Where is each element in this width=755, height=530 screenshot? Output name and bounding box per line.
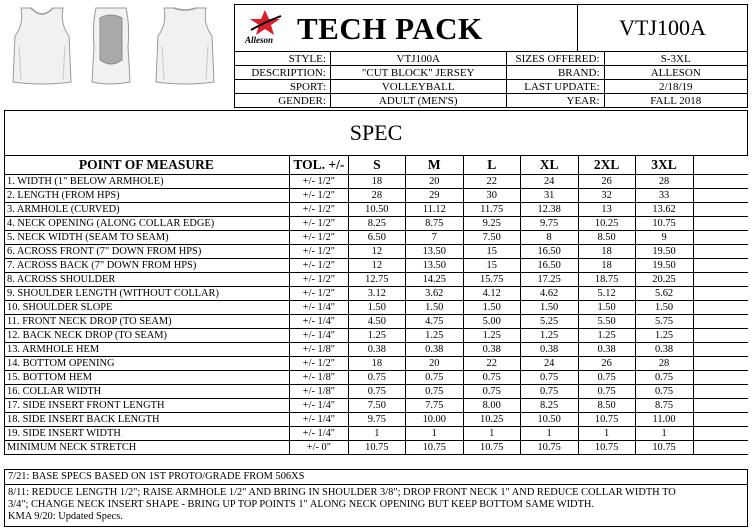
empty-cell — [693, 217, 748, 231]
size-value: 1.50 — [520, 301, 578, 315]
tolerance-cell: +/- 1/2" — [289, 203, 348, 217]
info-label: DESCRIPTION: — [235, 66, 331, 80]
size-value: 11.75 — [463, 203, 520, 217]
table-row — [5, 217, 749, 231]
tolerance-cell: +/- 1/4" — [289, 413, 348, 427]
size-value: 1 — [405, 427, 463, 441]
size-value: 13.50 — [405, 245, 463, 259]
size-value: 1.25 — [635, 329, 693, 343]
measure-name: 9. SHOULDER LENGTH (WITHOUT COLLAR) — [5, 287, 290, 301]
size-value: 8.25 — [348, 217, 405, 231]
empty-cell — [693, 156, 748, 175]
size-value: 1 — [348, 427, 405, 441]
measure-name: 13. ARMHOLE HEM — [5, 343, 290, 357]
size-value: 1.50 — [635, 301, 693, 315]
spec-header-row — [5, 156, 749, 175]
note-line: 3/4"; CHANGE NECK INSERT SHAPE - BRING UP TOP POINTS 1" ALONG NECK OPENING BUT KEEP BOTTOM SAME WIDTH. — [8, 499, 595, 510]
empty-cell — [693, 357, 748, 371]
size-value: 0.38 — [348, 343, 405, 357]
empty-cell — [693, 259, 748, 273]
size-value: 24 — [520, 175, 578, 189]
tolerance-cell: +/- 1/4" — [289, 315, 348, 329]
style-code: VTJ100A — [619, 15, 706, 40]
table-row — [5, 357, 749, 371]
info-value: ALLESON — [604, 66, 748, 80]
size-value: 1.50 — [578, 301, 635, 315]
spec-title: SPEC — [349, 120, 403, 145]
info-label: SIZES OFFERED: — [506, 52, 604, 66]
size-value: 0.75 — [348, 385, 405, 399]
table-row — [5, 287, 749, 301]
column-header: 2XL — [578, 156, 635, 175]
tolerance-cell: +/- 1/2" — [289, 217, 348, 231]
column-header: S — [348, 156, 405, 175]
size-value: 1.25 — [405, 329, 463, 343]
measure-name: 1. WIDTH (1" BELOW ARMHOLE) — [5, 175, 290, 189]
size-value: 18.75 — [578, 273, 635, 287]
table-row — [5, 245, 749, 259]
table-row — [5, 427, 749, 441]
size-value: 10.75 — [635, 217, 693, 231]
size-value: 8.75 — [635, 399, 693, 413]
empty-cell — [693, 273, 748, 287]
spec-table — [4, 155, 748, 455]
size-value: 26 — [578, 357, 635, 371]
size-value: 1 — [520, 427, 578, 441]
size-value: 0.75 — [520, 385, 578, 399]
size-value: 28 — [635, 357, 693, 371]
column-header: POINT OF MEASURE — [5, 156, 290, 175]
size-value: 13 — [578, 203, 635, 217]
size-value: 7.75 — [405, 399, 463, 413]
info-value: "CUT BLOCK" JERSEY — [330, 66, 506, 80]
size-value: 10.00 — [405, 413, 463, 427]
jersey-back-sketch — [150, 6, 220, 88]
size-value: 9.75 — [520, 217, 578, 231]
info-label: LAST UPDATE: — [506, 80, 604, 94]
empty-cell — [693, 413, 748, 427]
size-value: 10.75 — [578, 441, 635, 455]
info-row — [235, 80, 748, 94]
table-row — [5, 231, 749, 245]
measure-name: 10. SHOULDER SLOPE — [5, 301, 290, 315]
size-value: 11.00 — [635, 413, 693, 427]
size-value: 28 — [635, 175, 693, 189]
size-value: 5.12 — [578, 287, 635, 301]
size-value: 28 — [348, 189, 405, 203]
size-value: 13.62 — [635, 203, 693, 217]
size-value: 0.38 — [520, 343, 578, 357]
size-value: 1 — [578, 427, 635, 441]
info-table — [234, 51, 748, 108]
size-value: 22 — [463, 357, 520, 371]
table-row — [5, 371, 749, 385]
size-value: 1.25 — [463, 329, 520, 343]
size-value: 0.38 — [578, 343, 635, 357]
info-value: ADULT (MEN'S) — [330, 94, 506, 108]
size-value: 15 — [463, 259, 520, 273]
style-code-box — [577, 4, 748, 52]
tolerance-cell: +/- 1/2" — [289, 259, 348, 273]
note-line: 7/21: BASE SPECS BASED ON 1ST PROTO/GRADE FROM 506XS — [5, 470, 747, 485]
table-row — [5, 203, 749, 217]
table-row — [5, 301, 749, 315]
size-value: 1.50 — [348, 301, 405, 315]
size-value: 18 — [348, 175, 405, 189]
column-header: L — [463, 156, 520, 175]
table-row — [5, 441, 749, 455]
measure-name: 12. BACK NECK DROP (TO SEAM) — [5, 329, 290, 343]
table-row — [5, 413, 749, 427]
size-value: 0.75 — [348, 371, 405, 385]
tolerance-cell: +/- 1/4" — [289, 329, 348, 343]
table-row — [5, 385, 749, 399]
tolerance-cell: +/- 1/2" — [289, 357, 348, 371]
table-row — [5, 273, 749, 287]
size-value: 4.62 — [520, 287, 578, 301]
size-value: 4.50 — [348, 315, 405, 329]
measure-name: 6. ACROSS FRONT (7" DOWN FROM HPS) — [5, 245, 290, 259]
size-value: 5.25 — [520, 315, 578, 329]
info-row — [235, 52, 748, 66]
jersey-side-sketch — [84, 6, 138, 88]
empty-cell — [693, 329, 748, 343]
size-value: 19.50 — [635, 259, 693, 273]
size-value: 3.62 — [405, 287, 463, 301]
measure-name: 16. COLLAR WIDTH — [5, 385, 290, 399]
info-value: 2/18/19 — [604, 80, 748, 94]
size-value: 18 — [348, 357, 405, 371]
size-value: 31 — [520, 189, 578, 203]
size-value: 5.50 — [578, 315, 635, 329]
measure-name: 15. BOTTOM HEM — [5, 371, 290, 385]
size-value: 10.50 — [348, 203, 405, 217]
size-value: 9.75 — [348, 413, 405, 427]
size-value: 18 — [578, 245, 635, 259]
size-value: 1.25 — [348, 329, 405, 343]
size-value: 20 — [405, 175, 463, 189]
size-value: 3.12 — [348, 287, 405, 301]
size-value: 12 — [348, 259, 405, 273]
size-value: 12.38 — [520, 203, 578, 217]
table-row — [5, 315, 749, 329]
info-value: S-3XL — [604, 52, 748, 66]
empty-cell — [693, 399, 748, 413]
size-value: 14.25 — [405, 273, 463, 287]
measure-name: 17. SIDE INSERT FRONT LENGTH — [5, 399, 290, 413]
size-value: 13.50 — [405, 259, 463, 273]
table-row — [5, 189, 749, 203]
table-row — [5, 329, 749, 343]
size-value: 1.25 — [578, 329, 635, 343]
size-value: 7 — [405, 231, 463, 245]
empty-cell — [693, 231, 748, 245]
tolerance-cell: +/- 1/8" — [289, 343, 348, 357]
info-label: GENDER: — [235, 94, 331, 108]
size-value: 8 — [520, 231, 578, 245]
size-value: 10.50 — [520, 413, 578, 427]
size-value: 10.75 — [405, 441, 463, 455]
measure-name: 3. ARMHOLE (CURVED) — [5, 203, 290, 217]
info-row — [235, 94, 748, 108]
size-value: 0.75 — [578, 371, 635, 385]
size-value: 0.75 — [635, 385, 693, 399]
size-value: 10.75 — [463, 441, 520, 455]
column-header: M — [405, 156, 463, 175]
tolerance-cell: +/- 1/4" — [289, 399, 348, 413]
measure-name: 8. ACROSS SHOULDER — [5, 273, 290, 287]
size-value: 10.25 — [463, 413, 520, 427]
size-value: 8.00 — [463, 399, 520, 413]
empty-cell — [693, 441, 748, 455]
empty-cell — [693, 287, 748, 301]
empty-cell — [693, 427, 748, 441]
size-value: 4.75 — [405, 315, 463, 329]
size-value: 0.75 — [463, 385, 520, 399]
info-value: FALL 2018 — [604, 94, 748, 108]
measure-name: 2. LENGTH (FROM HPS) — [5, 189, 290, 203]
tolerance-cell: +/- 1/2" — [289, 245, 348, 259]
size-value: 12.75 — [348, 273, 405, 287]
size-value: 1 — [635, 427, 693, 441]
size-value: 24 — [520, 357, 578, 371]
empty-cell — [693, 301, 748, 315]
size-value: 33 — [635, 189, 693, 203]
alleson-star-logo — [247, 8, 283, 38]
measure-name: 5. NECK WIDTH (SEAM TO SEAM) — [5, 231, 290, 245]
size-value: 0.75 — [463, 371, 520, 385]
size-value: 9.25 — [463, 217, 520, 231]
column-header: TOL. +/- — [289, 156, 348, 175]
tolerance-cell: +/- 1/8" — [289, 371, 348, 385]
size-value: 16.50 — [520, 245, 578, 259]
size-value: 16.50 — [520, 259, 578, 273]
measure-name: 18. SIDE INSERT BACK LENGTH — [5, 413, 290, 427]
jersey-front-sketch — [7, 6, 77, 88]
measure-name: 14. BOTTOM OPENING — [5, 357, 290, 371]
size-value: 30 — [463, 189, 520, 203]
size-value: 29 — [405, 189, 463, 203]
info-label: STYLE: — [235, 52, 331, 66]
size-value: 0.38 — [635, 343, 693, 357]
size-value: 10.75 — [520, 441, 578, 455]
size-value: 19.50 — [635, 245, 693, 259]
size-value: 5.00 — [463, 315, 520, 329]
measure-name: 7. ACROSS BACK (7" DOWN FROM HPS) — [5, 259, 290, 273]
measure-name: 4. NECK OPENING (ALONG COLLAR EDGE) — [5, 217, 290, 231]
size-value: 1.25 — [520, 329, 578, 343]
tolerance-cell: +/- 1/2" — [289, 231, 348, 245]
size-value: 22 — [463, 175, 520, 189]
empty-cell — [693, 203, 748, 217]
info-label: SPORT: — [235, 80, 331, 94]
note-line: KMA 9/20: Updated Specs. — [8, 511, 123, 522]
size-value: 7.50 — [348, 399, 405, 413]
table-row — [5, 259, 749, 273]
measure-name: 19. SIDE INSERT WIDTH — [5, 427, 290, 441]
table-row — [5, 343, 749, 357]
tolerance-cell: +/- 1/2" — [289, 189, 348, 203]
info-value: VOLLEYBALL — [330, 80, 506, 94]
column-header: 3XL — [635, 156, 693, 175]
measure-name: MINIMUM NECK STRETCH — [5, 441, 290, 455]
info-label: YEAR: — [506, 94, 604, 108]
size-value: 0.75 — [405, 371, 463, 385]
size-value: 0.38 — [463, 343, 520, 357]
empty-cell — [693, 175, 748, 189]
size-value: 5.62 — [635, 287, 693, 301]
size-value: 8.75 — [405, 217, 463, 231]
size-value: 6.50 — [348, 231, 405, 245]
size-value: 0.75 — [635, 371, 693, 385]
info-value: VTJ100A — [330, 52, 506, 66]
size-value: 12 — [348, 245, 405, 259]
page-title: TECH PACK — [297, 11, 483, 46]
size-value: 0.75 — [578, 385, 635, 399]
tolerance-cell: +/- 1/4" — [289, 301, 348, 315]
size-value: 0.38 — [405, 343, 463, 357]
tolerance-cell: +/- 1/2" — [289, 175, 348, 189]
size-value: 32 — [578, 189, 635, 203]
size-value: 15.75 — [463, 273, 520, 287]
alleson-logo-text: Alleson — [245, 35, 274, 45]
info-row — [235, 66, 748, 80]
column-header: XL — [520, 156, 578, 175]
note-line: 8/11: REDUCE LENGTH 1/2"; RAISE ARMHOLE 1/2" AND BRING IN SHOULDER 3/8"; DROP FRONT NECK 1" AND REDUCE COLLAR WIDTH TO — [8, 487, 676, 498]
measure-name: 11. FRONT NECK DROP (TO SEAM) — [5, 315, 290, 329]
size-value: 15 — [463, 245, 520, 259]
size-value: 7.50 — [463, 231, 520, 245]
size-value: 11.12 — [405, 203, 463, 217]
size-value: 4.12 — [463, 287, 520, 301]
tolerance-cell: +/- 0" — [289, 441, 348, 455]
empty-cell — [693, 343, 748, 357]
empty-cell — [693, 189, 748, 203]
size-value: 17.25 — [520, 273, 578, 287]
tolerance-cell: +/- 1/2" — [289, 287, 348, 301]
size-value: 1.50 — [405, 301, 463, 315]
size-value: 26 — [578, 175, 635, 189]
size-value: 20 — [405, 357, 463, 371]
size-value: 18 — [578, 259, 635, 273]
size-value: 5.75 — [635, 315, 693, 329]
empty-cell — [693, 371, 748, 385]
size-value: 10.75 — [348, 441, 405, 455]
tolerance-cell: +/- 1/4" — [289, 427, 348, 441]
revision-notes — [4, 469, 748, 527]
table-row — [5, 175, 749, 189]
table-row — [5, 399, 749, 413]
size-value: 0.75 — [520, 371, 578, 385]
size-value: 8.50 — [578, 399, 635, 413]
size-value: 8.25 — [520, 399, 578, 413]
empty-cell — [693, 245, 748, 259]
size-value: 1.50 — [463, 301, 520, 315]
size-value: 0.75 — [405, 385, 463, 399]
info-label: BRAND: — [506, 66, 604, 80]
size-value: 9 — [635, 231, 693, 245]
size-value: 10.75 — [635, 441, 693, 455]
tech-pack-title-box — [234, 4, 578, 52]
size-value: 20.25 — [635, 273, 693, 287]
size-value: 10.75 — [578, 413, 635, 427]
empty-cell — [693, 315, 748, 329]
size-value: 1 — [463, 427, 520, 441]
empty-cell — [693, 385, 748, 399]
spec-title-box — [4, 110, 748, 156]
tolerance-cell: +/- 1/2" — [289, 273, 348, 287]
size-value: 10.25 — [578, 217, 635, 231]
size-value: 8.50 — [578, 231, 635, 245]
tolerance-cell: +/- 1/8" — [289, 385, 348, 399]
